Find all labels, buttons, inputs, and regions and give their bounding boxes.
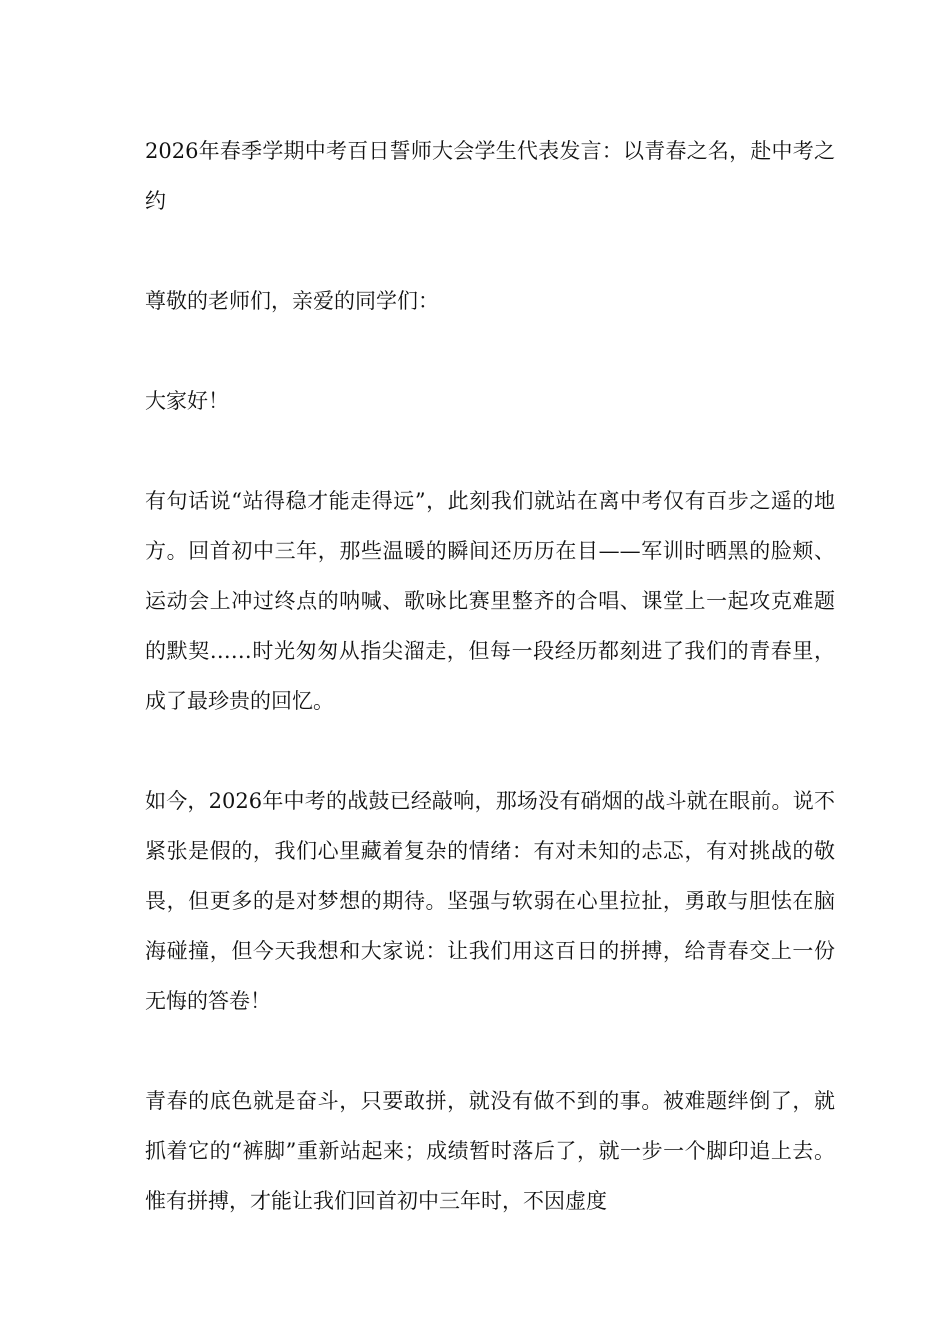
speech-title: 2026年春季学期中考百日誓师大会学生代表发言：以青春之名，赴中考之约	[145, 139, 835, 213]
body-paragraph: 有句话说“站得稳才能走得远”，此刻我们就站在离中考仅有百步之遥的地方。回首初中三年，那些温暖的瞬间还历历在目——军训时晒黑的脸颊、运动会上冲过终点的呐喊、歌咏比赛里整齐的合唱、课堂上一起攻克难题的默契……时光匆匆从指尖溜走，但每一段经历都刻进了我们的青春里，成了最珍贵的回忆。	[145, 489, 835, 713]
body-paragraph: 如今，2026年中考的战鼓已经敲响，那场没有硝烟的战斗就在眼前。说不紧张是假的，我们心里藏着复杂的情绪：有对未知的忐忑，有对挑战的敬畏，但更多的是对梦想的期待。坚强与软弱在心里拉扯，勇敢与胆怯在脑海碰撞，但今天我想和大家说：让我们用这百日的拼搏，给青春交上一份无悔的答卷！	[145, 789, 835, 1013]
document-body	[145, 126, 835, 1226]
greeting: 大家好！	[145, 389, 229, 413]
salutation: 尊敬的老师们，亲爱的同学们：	[145, 289, 439, 313]
body-paragraph: 青春的底色就是奋斗，只要敢拼，就没有做不到的事。被难题绊倒了，就抓着它的“裤脚”重新站起来；成绩暂时落后了，就一步一个脚印追上去。惟有拼搏，才能让我们回首初中三年时，不因虚度	[145, 1089, 835, 1213]
